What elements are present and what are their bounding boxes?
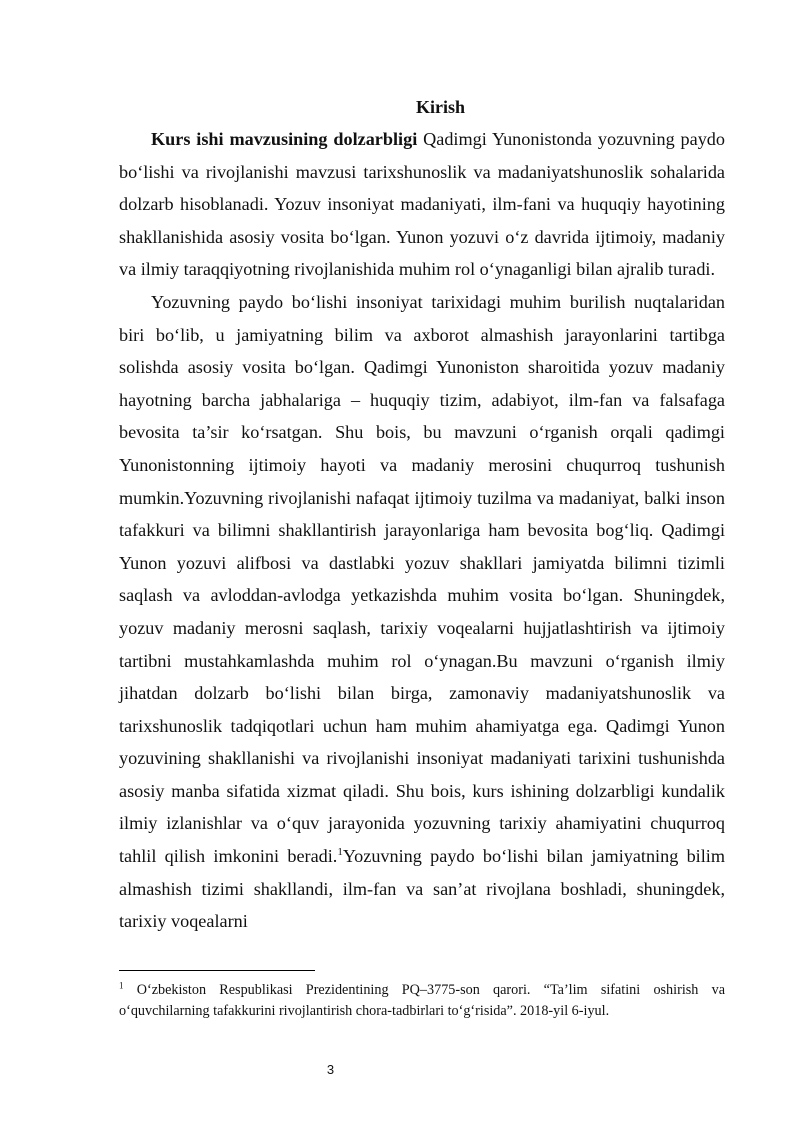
footnote-text: O‘zbekiston Respublikasi Prezidentining PQ–3775-son qarori. “Ta’lim sifatini oshirish va o‘quvchilarning tafakkurini rivojlantirish chora-tadbirlari to‘g‘risida”. 2018-yil 6-iyul. [119,982,725,1019]
paragraph-writing-origin [119,286,725,938]
paragraph-text-part-a: Yozuvning paydo bo‘lishi insoniyat tarixidagi muhim burilish nuqtalaridan biri bo‘lib, u jamiyatning bilim va axborot almashish jarayonlarini tartibga solishda asosiy vosita bo‘lgan. Qadimgi Yunoniston sharoitida yozuv madaniy hayotning barcha jabhalariga – huquqiy tizim, adabiyot, ilm-fan va falsafaga bevosita ta’sir ko‘rsatgan. Shu bois, bu mavzuni o‘rganish orqali qadimgi Yunonistonning ijtimoiy hayoti va madaniy merosini chuqurroq tushunish mumkin.Yozuvning rivojlanishi nafaqat ijtimoiy tuzilma va madaniyat, balki inson tafakkuri va bilimni shakllantirish jarayonlariga ham bevosita bog‘liq. Qadimgi Yunon yozuvi alifbosi va dastlabki yozuv shakllari jamiyatda bilimni tizimli saqlash va avloddan-avlodga yetkazishda muhim vosita bo‘lgan. Shuningdek, yozuv madaniy merosni saqlash, tarixiy voqealarni hujjatlashtirish va ijtimoiy tartibni mustahkamlashda muhim rol o‘ynagan.Bu mavzuni o‘rganish ilmiy jihatdan dolzarb bo‘lishi bilan birga, zamonaviy madaniyatshunoslik va tarixshunoslik tadqiqotlari uchun ham muhim ahamiyatga ega. Qadimgi Yunon yozuvining shakllanishi va rivojlanishi insoniyat madaniyati tarixini tushunishda asosiy manba sifatida xizmat qiladi. Shu bois, kurs ishining dolzarbligi kundalik ilmiy izlanishlar va o‘quv jarayonida yozuvning tarixiy ahamiyatini chuqurroq tahlil qilish imkonini beradi. [119,291,725,867]
paragraph-text: Qadimgi Yunonistonda yozuvning paydo bo‘lishi va rivojlanishi mavzusi tarixshunoslik va madaniyatshunoslik sohalarida dolzarb hisoblanadi. Yozuv insoniyat madaniyati, ilm-fani va huquqiy hayotining shakllanishida asosiy vosita bo‘lgan. Yunon yozuvi o‘z davrida ijtimoiy, madaniy va ilmiy taraqqiyotning rivojlanishida muhim rol o‘ynaganligi bilan ajralib turadi. [119,129,725,280]
page-number: 3 [326,1062,335,1077]
footnote-marker: 1 [119,980,124,991]
page-title: Kirish [415,97,465,117]
paragraph-heading: Kurs ishi mavzusining dolzarbligi [151,129,418,149]
footnote-reference[interactable]: 1 [337,846,343,858]
footnote [119,980,725,1022]
body-text [119,123,725,938]
paragraph-relevance [119,123,725,286]
paragraph-text-part-b: Yozuvning paydo bo‘lishi bilan jamiyatning bilim almashish tizimi shakllandi, ilm-fan va san’at rivojlana boshladi, shuningdek, tarixiy voqealarni [119,846,725,932]
footnote-divider [119,970,315,971]
